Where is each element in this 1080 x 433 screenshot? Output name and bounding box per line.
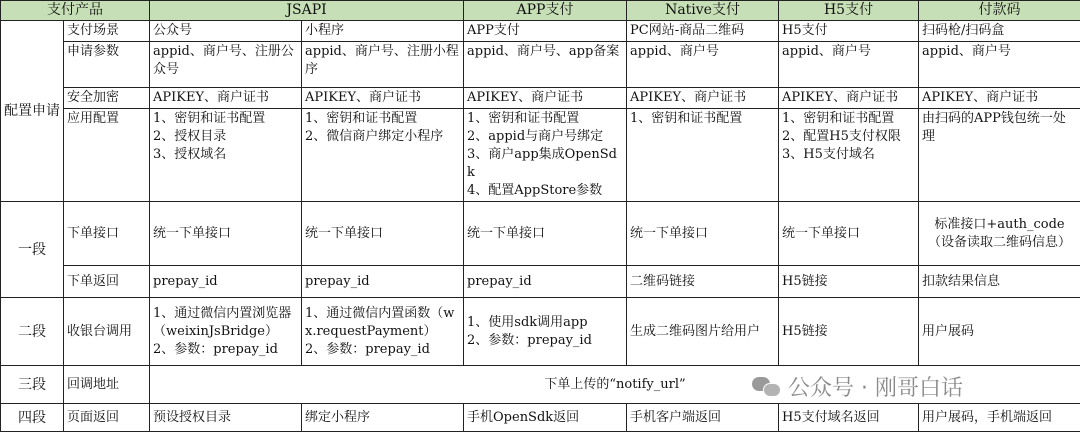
row-params — [1, 42, 1080, 88]
row-label: 支付场景 — [64, 21, 150, 42]
table-cell: APIKEY、商户证书 — [779, 88, 919, 109]
header-app: APP支付 — [464, 1, 627, 21]
table-cell: H5链接 — [779, 266, 919, 298]
cell-line: 1、密钥和证书配置 — [467, 111, 580, 126]
row-order-return — [1, 266, 1080, 298]
table-cell: 手机客户端返回 — [627, 404, 779, 432]
table-cell: 统一下单接口 — [464, 202, 627, 266]
table-cell — [919, 109, 1080, 202]
header-row — [1, 1, 1080, 21]
cell-line: 1、密钥和证书配置 — [153, 111, 266, 126]
row-label: 页面返回 — [64, 404, 150, 432]
table-cell: 扫码枪/扫码盒 — [919, 21, 1080, 42]
cell-line: 1、使用sdk调用app — [467, 314, 588, 330]
table-cell: H5支付域名返回 — [779, 404, 919, 432]
row-page-return — [1, 404, 1080, 432]
cell-line: 2、参数：prepay_id — [153, 341, 278, 357]
table-cell: PC网站-商品二维码 — [627, 21, 779, 42]
cell-line: 3、授权域名 — [153, 147, 227, 162]
callback-value: 下单上传的“notify_url” — [150, 366, 1080, 404]
table-cell: 标准接口+auth_code（设备读取二维码信息） — [919, 202, 1080, 266]
table-cell: 二维码链接 — [627, 266, 779, 298]
cell-line: 1、密钥和证书配置 — [305, 111, 418, 126]
table-cell: appid、商户号 — [779, 42, 919, 88]
stage-4: 四段 — [1, 404, 64, 432]
cell-line: 2、微信商户绑定小程序 — [305, 129, 444, 144]
cell-line: 1、密钥和证书配置 — [782, 111, 895, 126]
table-cell: APIKEY、商户证书 — [302, 88, 464, 109]
table-cell: 公众号 — [150, 21, 302, 42]
table-cell: 统一下单接口 — [627, 202, 779, 266]
table-cell: 统一下单接口 — [779, 202, 919, 266]
cell-line: 2、参数：prepay_id — [467, 332, 592, 348]
stage-3: 三段 — [1, 366, 64, 404]
row-security — [1, 88, 1080, 109]
table-cell: 统一下单接口 — [302, 202, 464, 266]
table-cell — [150, 298, 302, 366]
table-cell: 用户展码 — [919, 298, 1080, 366]
table-cell: prepay_id — [464, 266, 627, 298]
table-cell: 统一下单接口 — [150, 202, 302, 266]
cell-line: 2、授权目录 — [153, 129, 227, 144]
stage-1: 一段 — [1, 202, 64, 298]
table-cell: H5支付 — [779, 21, 919, 42]
row-order-api — [1, 202, 1080, 266]
table-cell: APP支付 — [464, 21, 627, 42]
table-cell — [150, 109, 302, 202]
table-cell: APIKEY、商户证书 — [464, 88, 627, 109]
row-label: 下单接口 — [64, 202, 150, 266]
cell-line: 由扫码的APP钱包统一处理 — [922, 111, 1066, 144]
row-scene — [1, 21, 1080, 42]
row-label: 收银台调用 — [64, 298, 150, 366]
row-label: 应用配置 — [64, 109, 150, 202]
table-cell: 生成二维码图片给用户 — [627, 298, 779, 366]
row-cashier — [1, 298, 1080, 366]
table-cell — [464, 109, 627, 202]
table-cell: appid、商户号、注册小程序 — [302, 42, 464, 88]
row-app-config — [1, 109, 1080, 202]
table-cell: prepay_id — [302, 266, 464, 298]
watermark-text: 公众号 · 刚哥白话 — [788, 375, 963, 401]
table-cell — [779, 109, 919, 202]
table-cell — [302, 298, 464, 366]
table-cell — [627, 109, 779, 202]
header-pay-code: 付款码 — [919, 1, 1080, 21]
table-cell: appid、商户号 — [627, 42, 779, 88]
table-cell: 预设授权目录 — [150, 404, 302, 432]
table-cell: 手机OpenSdk返回 — [464, 404, 627, 432]
table-cell: appid、商户号 — [919, 42, 1080, 88]
header-jsapi: JSAPI — [150, 1, 464, 21]
table-cell: appid、商户号、注册公众号 — [150, 42, 302, 88]
cell-line: 4、配置AppStore参数 — [467, 183, 603, 198]
cell-line: 2、appid与商户号绑定 — [467, 129, 604, 144]
table-cell: 绑定小程序 — [302, 404, 464, 432]
table-cell: APIKEY、商户证书 — [919, 88, 1080, 109]
row-label: 回调地址 — [64, 366, 150, 404]
header-product: 支付产品 — [1, 1, 150, 21]
header-native: Native支付 — [627, 1, 779, 21]
table-cell — [464, 298, 627, 366]
cell-line: 2、配置H5支付权限 — [782, 129, 901, 144]
table-cell: 用户展码，手机端返回 — [919, 404, 1080, 432]
table-cell: H5链接 — [779, 298, 919, 366]
cell-line: 3、H5支付域名 — [782, 147, 875, 162]
row-label: 下单返回 — [64, 266, 150, 298]
cell-line: 1、密钥和证书配置 — [630, 111, 743, 126]
stage-2: 二段 — [1, 298, 64, 366]
cell-line: 3、商户app集成OpenSdk — [467, 147, 617, 180]
row-callback — [1, 366, 1080, 404]
table-cell: 小程序 — [302, 21, 464, 42]
table-cell: APIKEY、商户证书 — [627, 88, 779, 109]
cell-line: 1、通过微信内置浏览器（weixinJsBridge） — [153, 305, 292, 339]
row-label: 安全加密 — [64, 88, 150, 109]
table-cell: 扣款结果信息 — [919, 266, 1080, 298]
row-label: 申请参数 — [64, 42, 150, 88]
header-h5: H5支付 — [779, 1, 919, 21]
table-cell — [302, 109, 464, 202]
table-cell: prepay_id — [150, 266, 302, 298]
cell-line: 2、参数：prepay_id — [305, 341, 430, 357]
table-cell: APIKEY、商户证书 — [150, 88, 302, 109]
table-cell: appid、商户号、app备案 — [464, 42, 627, 88]
cell-line: 1、通过微信内置函数（wx.requestPayment） — [305, 305, 455, 339]
stage-config: 配置申请 — [1, 21, 64, 202]
